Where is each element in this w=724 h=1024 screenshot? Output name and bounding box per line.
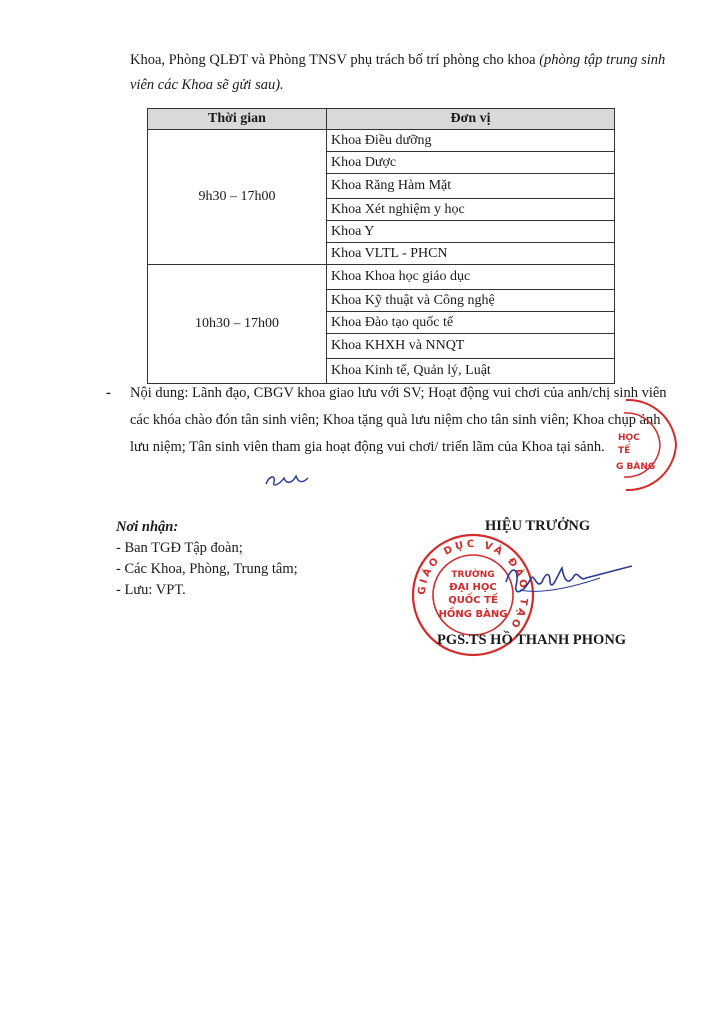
unit-cell: Khoa VLTL - PHCN [327, 243, 615, 265]
signature-mark [500, 552, 635, 617]
unit-cell: Khoa Đào tạo quốc tế [327, 312, 615, 334]
header-time: Thời gian [148, 109, 327, 130]
initials-mark [262, 470, 310, 499]
content-text: Nội dung: Lãnh đạo, CBGV khoa giao lưu với SV; Hoạt động vui chơi của anh/chị sinh viên các khóa chào đón tân sinh viên; Khoa tặng quà lưu niệm cho tân sinh viên; Khoa chụp ảnh lưu niệm; Tân sinh viên tham gia hoạt động vui chơi/ triển lãm của Khoa tại sảnh. [130, 385, 667, 455]
unit-cell: Khoa KHXH và NNQT [327, 334, 615, 359]
table-row [148, 130, 615, 152]
content-paragraph [106, 380, 676, 461]
svg-text:QUỐC TẾ: QUỐC TẾ [448, 595, 498, 606]
partial-stamp-mark [616, 395, 686, 495]
svg-text:G BÀNG: G BÀNG [616, 462, 656, 472]
table-header-row [148, 109, 615, 130]
svg-text:TRƯỜNG: TRƯỜNG [451, 570, 495, 580]
svg-text:ĐẠI HỌC: ĐẠI HỌC [449, 582, 497, 593]
recipient-item: - Lưu: VPT. [116, 582, 186, 598]
table-row [148, 265, 615, 290]
recipients-block [116, 517, 298, 601]
unit-cell: Khoa Kỹ thuật và Công nghệ [327, 290, 615, 312]
recipients-heading: Nơi nhận: [116, 519, 179, 535]
recipient-item: - Các Khoa, Phòng, Trung tâm; [116, 561, 298, 577]
unit-cell: Khoa Răng Hàm Mặt [327, 174, 615, 199]
svg-text:HỒNG BÀNG: HỒNG BÀNG [438, 609, 508, 620]
bullet-dash: - [106, 385, 111, 401]
signer-name: PGS.TS HỒ THANH PHONG [437, 632, 627, 648]
unit-cell: Khoa Y [327, 221, 615, 243]
unit-cell: Khoa Dược [327, 152, 615, 174]
unit-cell: Khoa Khoa học giáo dục [327, 265, 615, 290]
unit-cell: Khoa Điều dưỡng [327, 130, 615, 152]
svg-text:HỌC: HỌC [618, 433, 640, 443]
unit-cell: Khoa Xét nghiệm y học [327, 199, 615, 221]
unit-cell: Khoa Kinh tế, Quản lý, Luật [327, 359, 615, 384]
intro-note: (phòng tập trung sinh viên các Khoa sẽ gửi sau). [130, 52, 666, 93]
recipient-item: - Ban TGĐ Tập đoàn; [116, 540, 243, 556]
intro-text: Khoa, Phòng QLĐT và Phòng TNSV phụ trách bố trí phòng cho khoa [130, 52, 536, 68]
time-cell: 10h30 – 17h00 [148, 265, 327, 384]
svg-text:GIÁO DỤC VÀ ĐÀO TẠO: GIÁO DỤC VÀ ĐÀO TẠO [416, 538, 530, 632]
intro-paragraph [130, 48, 670, 98]
schedule-table [147, 108, 615, 384]
time-cell: 9h30 – 17h00 [148, 130, 327, 265]
signer-title: HIỆU TRƯỞNG [485, 518, 591, 534]
svg-text:TẾ: TẾ [618, 446, 631, 456]
header-unit: Đơn vị [327, 109, 615, 130]
